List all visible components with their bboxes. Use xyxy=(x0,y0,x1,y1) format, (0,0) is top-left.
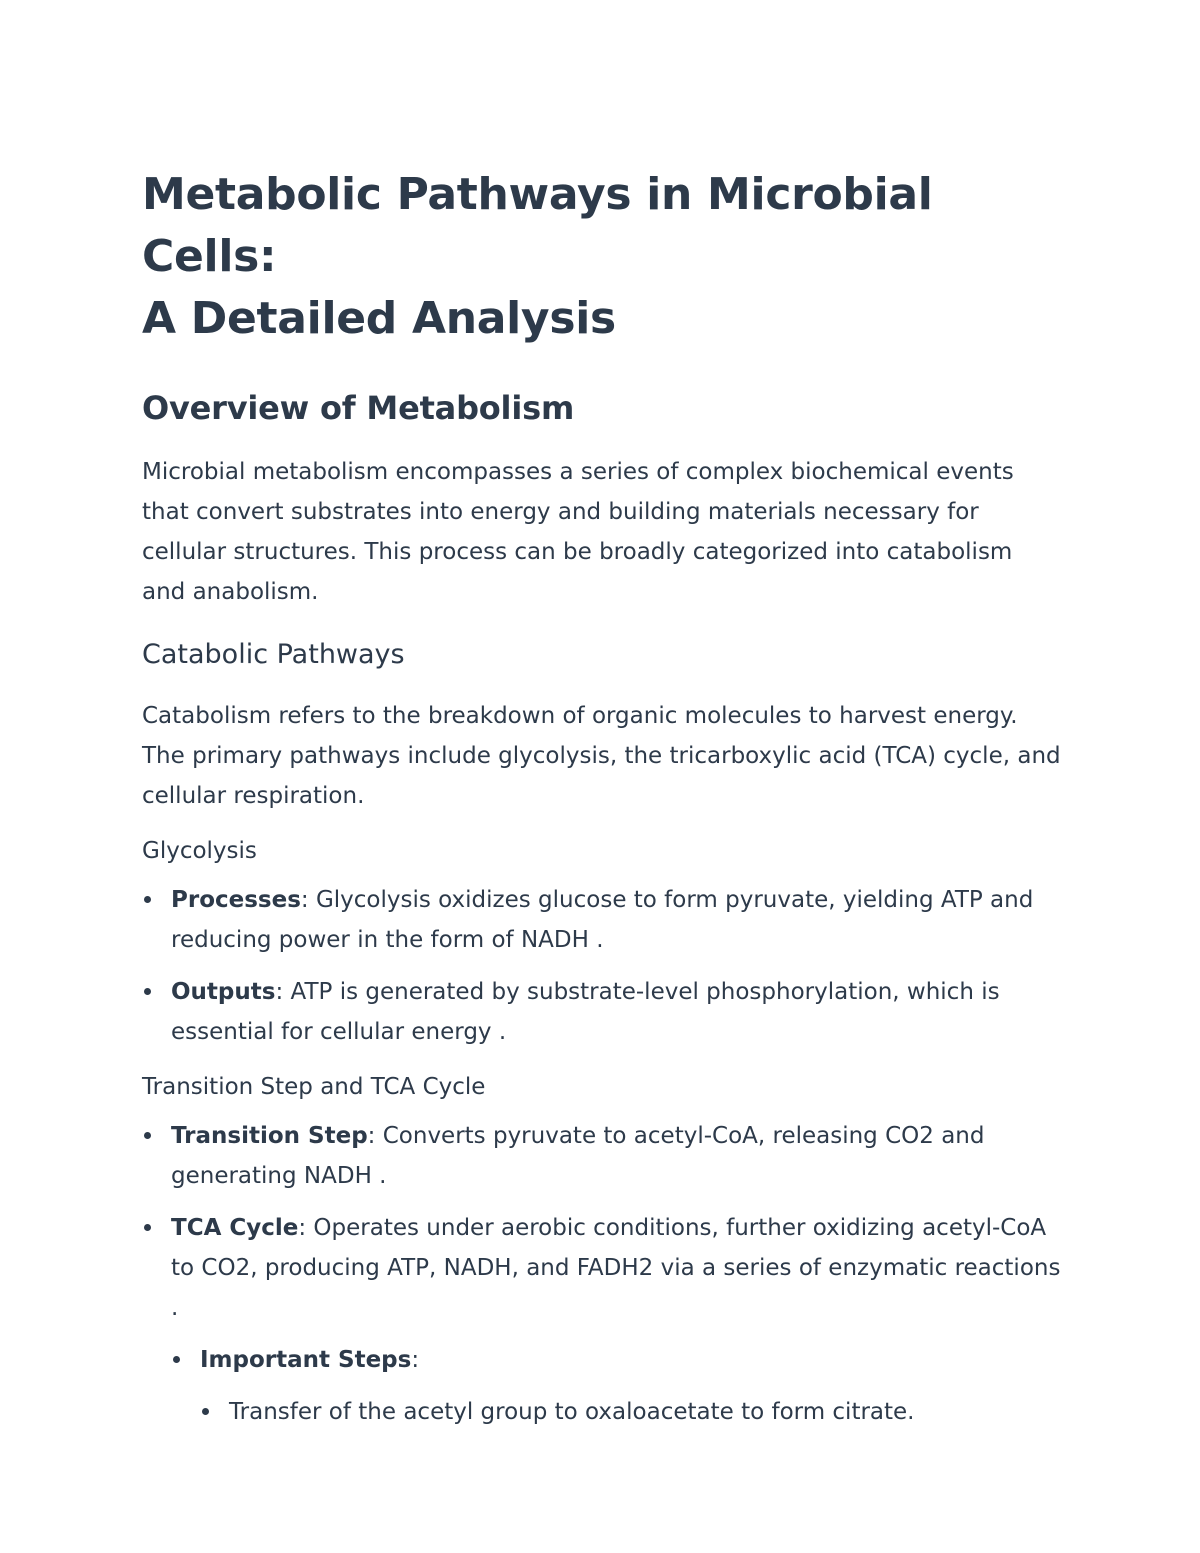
title-line-2: A Detailed Analysis xyxy=(142,293,616,344)
document-page xyxy=(142,164,1062,1444)
list-item-text: : Glycolysis oxidizes glucose to form pyruvate, yielding ATP and reducing power in the form of NADH . xyxy=(171,887,1034,953)
list-item-suffix: : xyxy=(411,1347,420,1373)
list-item xyxy=(171,1340,1062,1432)
list-item xyxy=(142,880,1062,960)
sub-steps-list xyxy=(200,1392,1062,1432)
catabolic-paragraph: Catabolism refers to the breakdown of organic molecules to harvest energy. The primary pathways include glycolysis, the tricarboxylic acid (TCA) cycle, and cellular respiration. xyxy=(142,703,1061,809)
document-title xyxy=(142,164,1062,350)
list-item-term: Important Steps xyxy=(200,1347,412,1373)
overview-heading: Overview of Metabolism xyxy=(142,389,575,427)
important-steps-list xyxy=(171,1340,1062,1432)
list-item xyxy=(142,972,1062,1052)
list-item xyxy=(200,1392,1062,1432)
transition-heading: Transition Step and TCA Cycle xyxy=(142,1074,486,1100)
list-item xyxy=(142,1208,1062,1432)
list-item-term: Transition Step xyxy=(171,1123,368,1149)
overview-paragraph: Microbial metabolism encompasses a series of complex biochemical events that convert substrates into energy and building materials necessary for cellular structures. This process can be broadly categorized into catabolism and anabolism. xyxy=(142,459,1014,605)
transition-list xyxy=(142,1116,1062,1432)
glycolysis-list xyxy=(142,880,1062,1052)
list-item xyxy=(142,1116,1062,1196)
list-item-term: TCA Cycle xyxy=(171,1215,299,1241)
list-item-text: Transfer of the acetyl group to oxaloacetate to form citrate. xyxy=(229,1399,915,1425)
list-item-term: Processes xyxy=(171,887,301,913)
glycolysis-heading: Glycolysis xyxy=(142,838,257,864)
list-item-term: Outputs xyxy=(171,979,276,1005)
list-item-text: : Operates under aerobic conditions, further oxidizing acetyl-CoA to CO2, producing ATP, NADH, and FADH2 via a series of enzymatic reactions . xyxy=(171,1215,1061,1321)
list-item-text: : ATP is generated by substrate-level phosphorylation, which is essential for cellular energy . xyxy=(171,979,1000,1045)
title-line-1: Metabolic Pathways in Microbial Cells: xyxy=(142,169,933,282)
catabolic-heading: Catabolic Pathways xyxy=(142,639,405,670)
list-item-text: : Converts pyruvate to acetyl-CoA, releasing CO2 and generating NADH . xyxy=(171,1123,985,1189)
